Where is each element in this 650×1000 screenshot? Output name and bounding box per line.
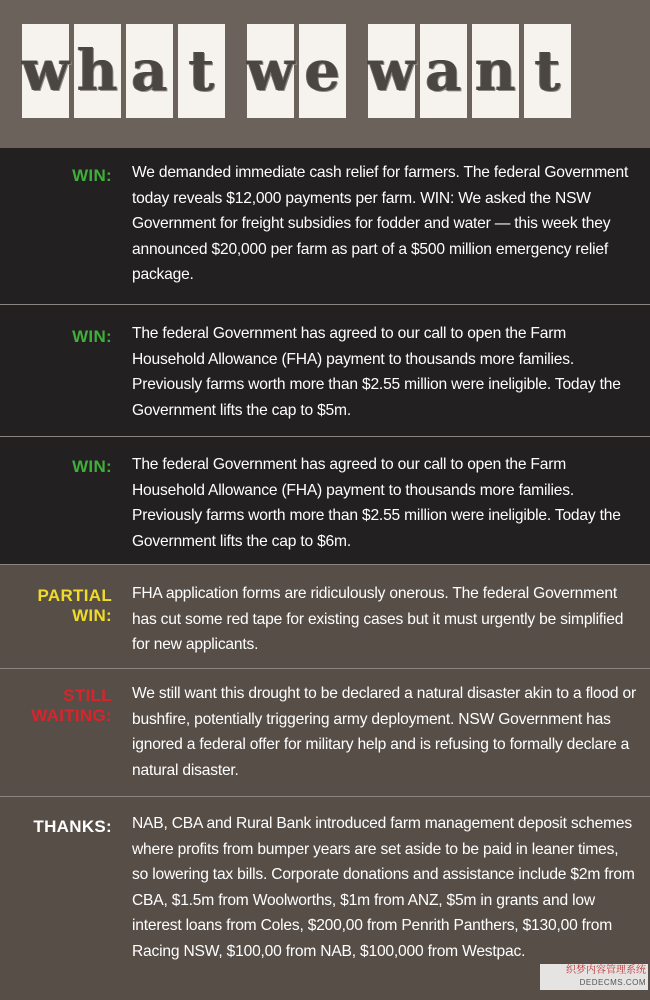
watermark	[540, 964, 648, 990]
section-label: WIN:	[72, 457, 112, 476]
title-letter-tile	[22, 24, 69, 118]
title-letter: w	[367, 38, 416, 104]
section-text: The federal Government has agreed to our call to open the Farm Household Allowance (FHA) payment to thousands more families. Previously farms worth more than $2.55 million were ineligible. Today the Government lifts the cap to $5m.	[132, 325, 621, 419]
title-letter: a	[131, 38, 168, 104]
title-letter: n	[475, 38, 516, 104]
section-still-waiting	[0, 668, 650, 796]
title-letter-tile	[420, 24, 467, 118]
title-letter: t	[534, 38, 561, 104]
title-letter: w	[21, 38, 70, 104]
section-text: We demanded immediate cash relief for farmers. The federal Government today reveals $12,000 payments per farm. WIN: We asked the NSW Government for freight subsidies for fodder and water — this week they announced $20,000 per farm as part of a $500 million emergency relief package.	[132, 164, 629, 283]
title-letter: e	[304, 38, 341, 104]
title-letter-tile	[472, 24, 519, 118]
section-win-1	[0, 148, 650, 304]
watermark-line2: DEDECMS.COM	[579, 978, 646, 987]
section-text: The federal Government has agreed to our call to open the Farm Household Allowance (FHA) payment to thousands more families. Previously farms worth more than $2.55 million were ineligible. Today the Government lifts the cap to $6m.	[132, 456, 621, 550]
title-letter-tile	[299, 24, 346, 118]
section-label-line2: WAITING:	[31, 706, 112, 725]
section-win-2	[0, 304, 650, 436]
title-letter-tile	[74, 24, 121, 118]
title-letter: w	[246, 38, 295, 104]
section-win-3	[0, 436, 650, 564]
section-label: WIN:	[72, 327, 112, 346]
section-partial-win	[0, 564, 650, 668]
title-space	[351, 24, 363, 118]
section-label-line1: PARTIAL	[37, 586, 112, 605]
title-letter-tile	[126, 24, 173, 118]
section-text: We still want this drought to be declared a natural disaster akin to a flood or bushfire, potentially triggering army deployment. NSW Government has ignored a federal offer for military help and is refusing to formally declare a natural disaster.	[132, 685, 636, 779]
section-label-line1: STILL	[63, 686, 112, 705]
title-tiles	[22, 24, 632, 118]
section-text: FHA application forms are ridiculously onerous. The federal Government has cut some red tape for existing cases but it must urgently be simplified for new applicants.	[132, 585, 624, 653]
title-letter: h	[77, 38, 118, 104]
title-letter: a	[425, 38, 462, 104]
section-text: NAB, CBA and Rural Bank introduced farm management deposit schemes where profits from bumper years are set aside to be paid in leaner times, so lowering tax bills. Corporate donations and assistance include $2m from CBA, $1.5m from Woolworths, $1m from ANZ, $5m in grants and low interest loans from Coles, $200,00 from Penrith Panthers, $130,00 from Racing NSW, $100,00 from NAB, $100,000 from Westpac.	[132, 815, 635, 960]
title-space	[230, 24, 242, 118]
header-banner	[0, 0, 650, 148]
title-letter: t	[188, 38, 215, 104]
title-letter-tile	[368, 24, 415, 118]
title-letter-tile	[247, 24, 294, 118]
title-letter-tile	[524, 24, 571, 118]
title-letter-tile	[178, 24, 225, 118]
section-label-line2: WIN:	[72, 606, 112, 625]
section-label: THANKS:	[33, 817, 112, 836]
watermark-line1: 织梦内容管理系统	[566, 965, 646, 976]
section-label: WIN:	[72, 166, 112, 185]
